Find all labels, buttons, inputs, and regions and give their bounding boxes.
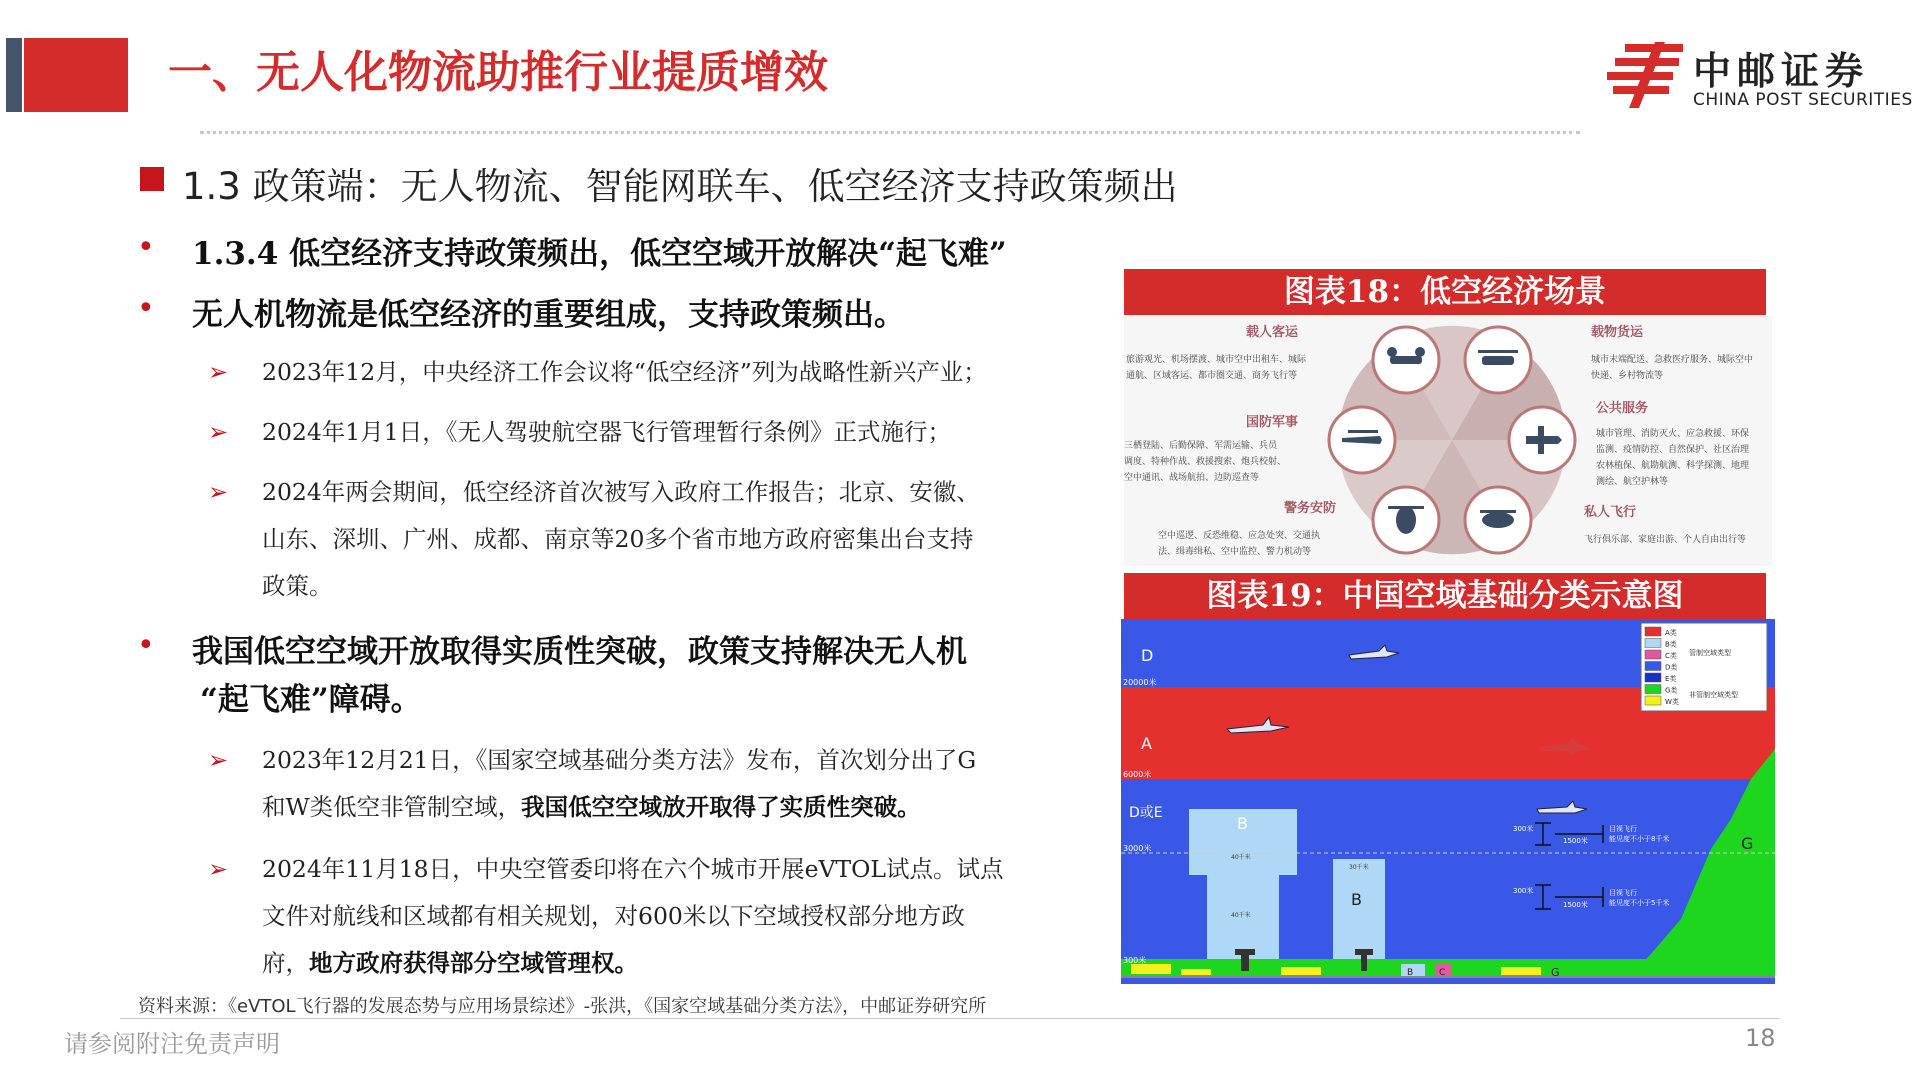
distance-label: 300米 [1513, 887, 1534, 895]
airspace-label: G [1551, 966, 1560, 979]
segment-desc: 通航、区域客运、都市圈交通、商务飞行等 [1126, 371, 1298, 381]
legend-swatch [1645, 696, 1661, 705]
policy-item-cont: 山东、深圳、广州、成都、南京等20多个省市地方政府密集出台支持 [262, 525, 974, 553]
visibility-label: 目视飞行 [1609, 825, 1637, 833]
header-accent-bar [6, 38, 22, 112]
arrow-bullet-icon: ➢ [208, 855, 229, 883]
bullet-dot-icon: • [137, 230, 155, 265]
segment-desc: 三栖登陆、后勤保障、军需运输、兵员 [1124, 441, 1278, 451]
legend-label: A类 [1665, 629, 1677, 637]
airspace-label: D [1141, 646, 1154, 665]
segment-title: 公共服务 [1596, 401, 1649, 416]
segment-desc: 飞行俱乐部、家庭出游、个人自由出行等 [1584, 535, 1747, 545]
header-divider [200, 131, 1580, 134]
distance-label: 300米 [1513, 825, 1534, 833]
segment-title: 载人客运 [1246, 325, 1299, 340]
segment-title: 载物货运 [1591, 325, 1644, 340]
footer-divider [120, 1018, 1780, 1019]
distance-label: 40千米 [1231, 912, 1251, 919]
policy-item: 2023年12月，中央经济工作会议将“低空经济”列为战略性新兴产业； [262, 358, 987, 386]
figure19-caption: 图表19：中国空域基础分类示意图 [1124, 573, 1766, 619]
disclaimer-link[interactable]: 请参阅附注免责声明 [64, 1030, 280, 1058]
altitude-label: 300米 [1123, 956, 1147, 965]
policy-item: 2024年1月1日，《无人驾驶航空器飞行管理暂行条例》正式施行； [262, 418, 951, 446]
page-number: 18 [1745, 1024, 1776, 1052]
figure18-caption: 图表18：低空经济场景 [1124, 269, 1766, 315]
distance-label: 30千米 [1349, 864, 1369, 871]
segment-desc: 城市管理、消防灭火、应急救援、环保 [1596, 429, 1750, 439]
segment-desc: 法、缉毒缉私、空中监控、警力机动等 [1158, 547, 1312, 557]
policy-item-cont [262, 783, 921, 831]
arrow-bullet-icon: ➢ [208, 358, 229, 386]
segment-desc: 快递、乡村物流等 [1591, 371, 1664, 381]
figure19-airspace-diagram [1121, 619, 1775, 984]
airspace-label: A [1141, 734, 1152, 753]
policy-item: 2024年11月18日，中央空管委印将在六个城市开展eVTOL试点。试点 [262, 855, 1004, 883]
policy-item-cont [262, 939, 638, 987]
section-marker-icon [140, 167, 164, 191]
policy-item: 2023年12月21日，《国家空域基础分类方法》发布，首次划分出了G [262, 746, 977, 774]
segment-title: 私人飞行 [1584, 505, 1637, 520]
legend-label: E类 [1665, 675, 1677, 683]
page-title: 一、无人化物流助推行业提质增效 [168, 47, 828, 98]
airspace-label: D或E [1129, 805, 1163, 821]
airspace-label: B [1237, 814, 1248, 833]
policy-highlight: 地方政府获得部分空域管理权。 [309, 949, 638, 977]
arrow-bullet-icon: ➢ [208, 478, 229, 506]
low-altitude-scenario-wheel [1124, 316, 1772, 566]
legend-label: B类 [1665, 640, 1677, 649]
segment-desc: 旅游观光、机场摆渡、城市空中出租车、城际 [1126, 355, 1307, 365]
legend-swatch [1645, 627, 1661, 636]
visibility-label: 能见度不小于5千米 [1609, 899, 1670, 907]
visibility-label: 能见度不小于8千米 [1609, 835, 1670, 843]
segment-title: 国防军事 [1246, 415, 1299, 430]
source-note: 资料来源：《eVTOL飞行器的发展态势与应用场景综述》-张洪，《国家空域基础分类方法》，中邮证券研究所 [138, 996, 987, 1017]
arrow-bullet-icon: ➢ [208, 746, 229, 774]
legend-label: W类 [1665, 698, 1679, 706]
china-post-logo-icon [1605, 40, 1687, 110]
legend-swatch [1645, 639, 1661, 648]
segment-desc: 农林植保、航勘航测、科学探测、地理 [1596, 461, 1750, 471]
legend-swatch [1645, 650, 1661, 659]
policy-text: 和W类低空非管制空域， [262, 793, 522, 821]
policy-text: 府， [262, 949, 309, 977]
legend-group-label: 非管制空域类型 [1689, 691, 1738, 699]
bullet-heading: 我国低空空域开放取得实质性突破，政策支持解决无人机 [192, 634, 967, 670]
airspace-classification-diagram [1121, 619, 1775, 984]
legend-swatch [1645, 673, 1661, 682]
segment-desc: 城市末端配送、急救医疗服务、城际空中 [1591, 355, 1754, 365]
visibility-label: 目视飞行 [1609, 889, 1637, 897]
segment-desc: 监测、疫情防控、自然保护、社区治理 [1596, 445, 1750, 455]
arrow-bullet-icon: ➢ [208, 418, 229, 446]
legend-swatch [1645, 685, 1661, 694]
section-title: 1.3 政策端：无人物流、智能网联车、低空经济支持政策频出 [182, 165, 1178, 208]
bullet-heading: 无人机物流是低空经济的重要组成，支持政策频出。 [192, 297, 905, 333]
bullet-dot-icon: • [137, 291, 155, 326]
header-red-block [24, 38, 128, 112]
airspace-b-2 [1333, 859, 1385, 975]
legend-label: G类 [1665, 686, 1678, 695]
airspace-label: C [1439, 968, 1446, 978]
segment-desc: 空中巡逻、反恐维稳、应急处突、交通执 [1158, 531, 1321, 541]
segment-desc: 空中通讯、战场航拍、边防巡查等 [1124, 473, 1260, 483]
airspace-label: G [1741, 834, 1754, 853]
altitude-label: 6000米 [1123, 770, 1152, 779]
legend-label: D类 [1665, 663, 1678, 672]
figure18-scenarios [1124, 316, 1772, 566]
altitude-label: 20000米 [1123, 678, 1157, 687]
distance-label: 40千米 [1231, 854, 1251, 861]
policy-highlight: 我国低空空域放开取得了实质性突破。 [521, 793, 921, 821]
logo-english-name: CHINA POST SECURITIES [1693, 90, 1913, 110]
logo-chinese-name: 中邮证券 [1693, 49, 1870, 93]
bullet-dot-icon: • [137, 628, 155, 663]
legend-group-label: 管制空域类型 [1689, 649, 1731, 657]
legend-label: C类 [1665, 652, 1677, 660]
segment-desc: 测绘、航空护林等 [1596, 477, 1669, 487]
airspace-label: B [1407, 968, 1414, 978]
distance-label: 1500米 [1563, 837, 1588, 845]
altitude-label: 3000米 [1123, 844, 1152, 853]
policy-item: 2024年两会期间，低空经济首次被写入政府工作报告；北京、安徽、 [262, 478, 980, 506]
segment-title: 警务安防 [1284, 501, 1337, 516]
segment-desc: 调度、特种作战、救援搜索、炮兵校射、 [1124, 457, 1287, 467]
company-logo [1605, 40, 1913, 110]
bullet-heading-cont: “起飞难”障碍。 [200, 682, 422, 718]
airspace-label: B [1351, 890, 1362, 909]
policy-item-cont: 政策。 [262, 572, 333, 600]
policy-item-cont: 文件对航线和区域都有相关规划，对600米以下空域授权部分地方政 [262, 902, 965, 930]
subsection-title: 1.3.4 低空经济支持政策频出，低空空域开放解决“起飞难” [192, 236, 1007, 272]
distance-label: 1500米 [1563, 901, 1588, 909]
legend-swatch [1645, 662, 1661, 671]
